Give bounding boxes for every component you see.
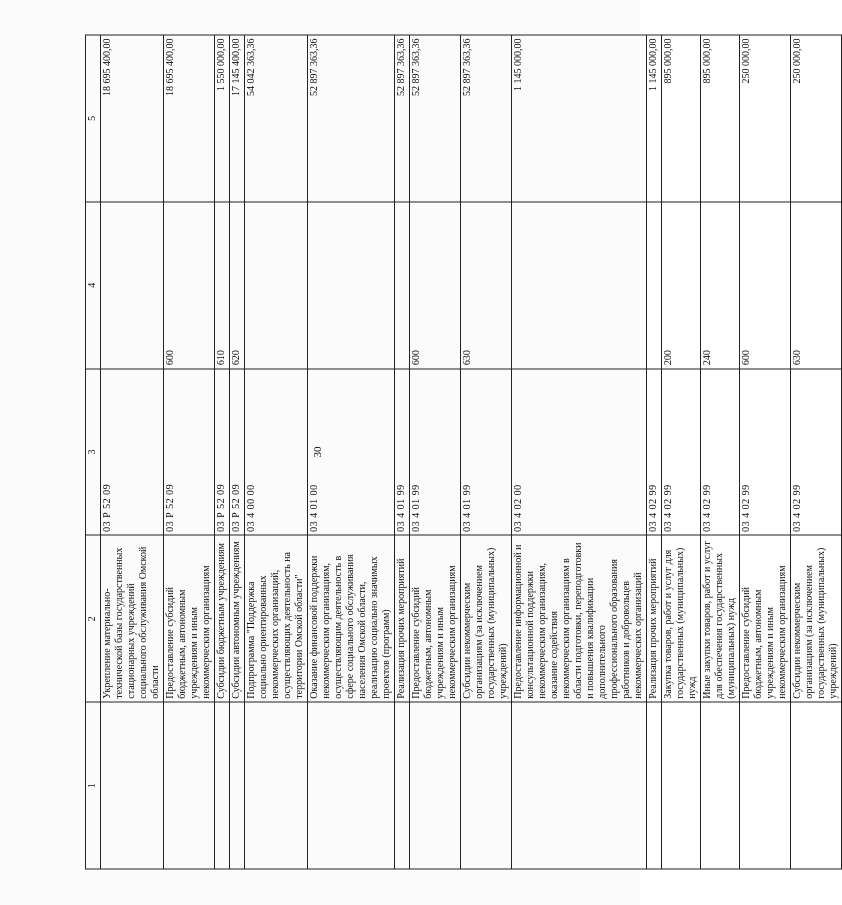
table-row <box>740 35 791 869</box>
row-program-code: 03 4 00 00 <box>245 369 308 536</box>
row-amount: 250 000,00 <box>791 35 842 202</box>
row-item-name: Предоставление информационной и консультационной поддержки некоммерческим организациям, оказание содействия некоммерческим организациям в области подготовки, переподготовки и повышения квалификации дополнительного профессионального образования работников и добровольцев некоммерческих организаций <box>512 535 647 702</box>
table-row <box>410 35 461 869</box>
row-program-code: 03 Р 52 09 <box>215 369 230 536</box>
row-amount: 1 145 000,00 <box>512 35 647 202</box>
row-item-name: Иные закупки товаров, работ и услуг для обеспечения государственных (муниципальных) нужд <box>701 535 740 702</box>
table-header-row <box>86 35 101 869</box>
row-amount: 18 695 400,00 <box>164 35 215 202</box>
row-amount: 895 000,00 <box>662 35 701 202</box>
header-col-3: 3 <box>86 369 101 536</box>
table-row <box>215 35 230 869</box>
row-program-code: 03 4 02 00 <box>512 369 647 536</box>
budget-table-rotated <box>85 35 839 870</box>
table-row <box>662 35 701 869</box>
row-amount: 52 897 363,36 <box>410 35 461 202</box>
row-col-1-empty <box>101 702 164 869</box>
row-program-code: 03 4 01 99 <box>395 369 410 536</box>
row-col-1-empty <box>662 702 701 869</box>
row-item-name: Субсидии автономным учреждениям <box>230 535 245 702</box>
row-col-1-empty <box>215 702 230 869</box>
row-col-1-empty <box>791 702 842 869</box>
row-expense-type-code: 240 <box>701 202 740 369</box>
row-col-1-empty <box>647 702 662 869</box>
table-row <box>230 35 245 869</box>
row-item-name: Укрепление материально-технической базы государственных стационарных учреждений социального обслуживания Омской области <box>101 535 164 702</box>
row-expense-type-code: 610 <box>215 202 230 369</box>
row-item-name: Субсидии бюджетным учреждениям <box>215 535 230 702</box>
row-expense-type-code: 630 <box>791 202 842 369</box>
row-program-code: 03 Р 52 09 <box>101 369 164 536</box>
row-col-1-empty <box>740 702 791 869</box>
table-row <box>647 35 662 869</box>
row-program-code: 03 4 01 99 <box>461 369 512 536</box>
row-program-code: 03 Р 52 09 <box>230 369 245 536</box>
row-col-1-empty <box>164 702 215 869</box>
row-expense-type-code <box>101 202 164 369</box>
header-col-4: 4 <box>86 202 101 369</box>
row-expense-type-code: 200 <box>662 202 701 369</box>
row-amount: 1 145 000,00 <box>647 35 662 202</box>
table-row <box>701 35 740 869</box>
header-col-1: 1 <box>86 702 101 869</box>
row-col-1-empty <box>410 702 461 869</box>
row-col-1-empty <box>701 702 740 869</box>
row-col-1-empty <box>308 702 395 869</box>
row-expense-type-code <box>308 202 395 369</box>
row-program-code: 03 Р 52 09 <box>164 369 215 536</box>
header-col-2: 2 <box>86 535 101 702</box>
row-item-name: Субсидии некоммерческим организациям (за исключением государственных (муниципальных) учреждений) <box>791 535 842 702</box>
row-amount: 52 897 363,36 <box>461 35 512 202</box>
row-program-code: 03 4 01 99 <box>410 369 461 536</box>
row-item-name: Субсидии некоммерческим организациям (за исключением государственных (муниципальных) учреждений) <box>461 535 512 702</box>
row-expense-type-code <box>395 202 410 369</box>
row-col-1-empty <box>245 702 308 869</box>
row-col-1-empty <box>461 702 512 869</box>
table-row <box>164 35 215 869</box>
row-col-1-empty <box>512 702 647 869</box>
row-item-name: Реализация прочих мероприятий <box>647 535 662 702</box>
row-item-name: Предоставление субсидий бюджетным, автономным учреждениям и иным некоммерческим организациям <box>740 535 791 702</box>
row-expense-type-code: 630 <box>461 202 512 369</box>
row-amount: 54 042 363,36 <box>245 35 308 202</box>
budget-table <box>85 35 842 870</box>
row-amount: 52 897 363,36 <box>308 35 395 202</box>
header-col-5: 5 <box>86 35 101 202</box>
row-item-name: Реализация прочих мероприятий <box>395 535 410 702</box>
row-item-name: Закупка товаров, работ и услуг для государственных (муниципальных) нужд <box>662 535 701 702</box>
row-col-1-empty <box>395 702 410 869</box>
row-expense-type-code <box>647 202 662 369</box>
row-program-code: 03 4 02 99 <box>701 369 740 536</box>
row-amount: 17 145 400,00 <box>230 35 245 202</box>
row-program-code: 03 4 02 99 <box>791 369 842 536</box>
row-program-code: 03 4 01 00 <box>308 369 395 536</box>
row-amount: 1 550 000,00 <box>215 35 230 202</box>
table-row <box>101 35 164 869</box>
table-row <box>791 35 842 869</box>
row-expense-type-code <box>512 202 647 369</box>
row-expense-type-code: 620 <box>230 202 245 369</box>
row-program-code: 03 4 02 99 <box>662 369 701 536</box>
row-program-code: 03 4 02 99 <box>647 369 662 536</box>
row-expense-type-code: 600 <box>164 202 215 369</box>
table-row <box>395 35 410 869</box>
row-col-1-empty <box>230 702 245 869</box>
row-item-name: Предоставление субсидий бюджетным, автономным учреждениям и иным некоммерческим организациям <box>164 535 215 702</box>
table-row <box>512 35 647 869</box>
table-row <box>245 35 308 869</box>
table-row <box>461 35 512 869</box>
row-item-name: Оказание финансовой поддержки некоммерческим организациям, осуществляющим деятельность в сфере социального обслуживания населения Омской области, реализацию социально значимых проектов (программ) <box>308 535 395 702</box>
row-amount: 895 000,00 <box>701 35 740 202</box>
row-item-name: Предоставление субсидий бюджетным, автономным учреждениям и иным некоммерческим организациям <box>410 535 461 702</box>
page-number: 30 <box>312 446 324 458</box>
table-row <box>308 35 395 869</box>
row-amount: 18 695 400,00 <box>101 35 164 202</box>
row-amount: 52 897 363,36 <box>395 35 410 202</box>
row-item-name: Подпрограмма "Поддержка социально ориентированных некоммерческих организаций, осуществляющих деятельность на территории Омской области" <box>245 535 308 702</box>
row-expense-type-code: 600 <box>740 202 791 369</box>
row-expense-type-code: 600 <box>410 202 461 369</box>
row-expense-type-code <box>245 202 308 369</box>
row-amount: 250 000,00 <box>740 35 791 202</box>
row-program-code: 03 4 02 99 <box>740 369 791 536</box>
